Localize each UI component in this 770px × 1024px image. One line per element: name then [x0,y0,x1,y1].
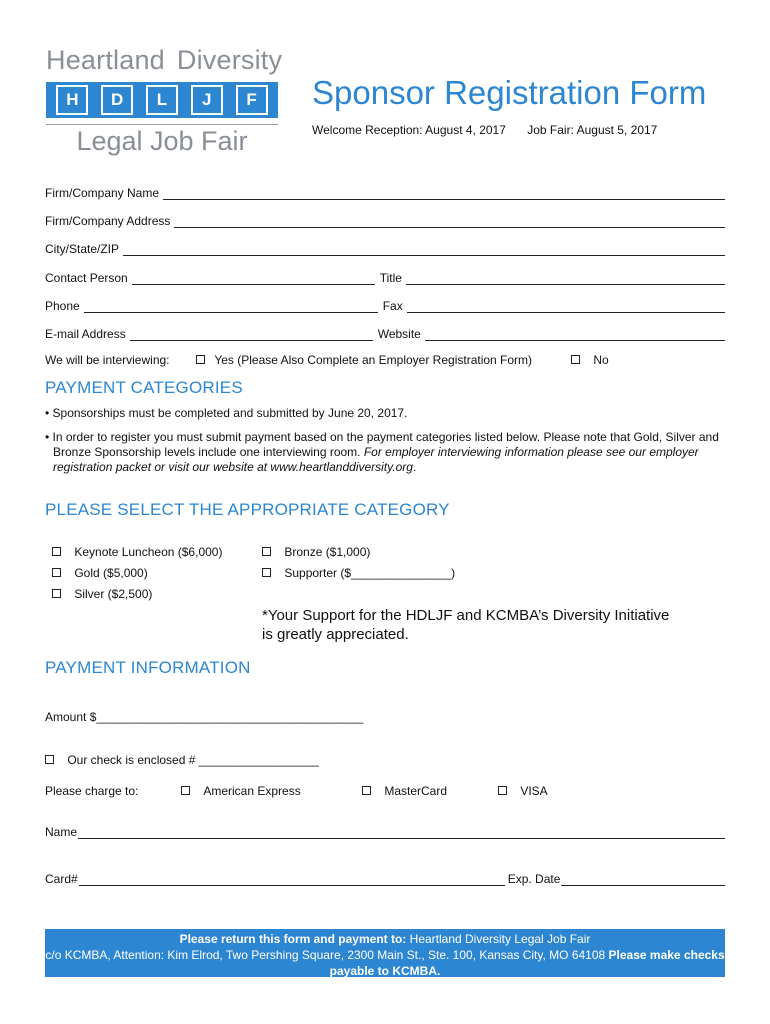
interviewing-yes-checkbox[interactable] [196,355,205,364]
logo-top-line [46,44,283,76]
exp-date-field[interactable] [561,875,725,886]
company-address-field[interactable] [174,217,725,228]
logo-bottom-line: Legal Job Fair [76,126,248,156]
interviewing-yes-option[interactable] [196,353,532,367]
select-category-heading: PLEASE SELECT THE APPROPRIATE CATEGORY [45,500,450,519]
bronze-label: Bronze ($1,000) [284,545,371,559]
silver-option[interactable] [52,587,152,601]
support-note-line2: is greatly appreciated. [262,626,409,643]
email-field[interactable] [130,330,373,341]
cardholder-name-label: Name [45,825,78,839]
registration-bullet-italic: For employer interviewing information please see our employer registration packet or visit our website at www.heartlanddiversity.org [53,445,699,474]
payment-categories-heading: PAYMENT CATEGORIES [45,378,243,397]
card-number-row [45,870,725,886]
cardholder-name-field[interactable] [78,828,725,839]
bronze-checkbox[interactable] [262,547,271,556]
visa-checkbox[interactable] [498,786,507,795]
bronze-option[interactable] [262,545,370,559]
check-label: Our check is enclosed # __________________ [67,753,319,767]
check-checkbox[interactable] [45,755,54,764]
interviewing-no-label: No [593,353,609,367]
return-instructions-banner [45,929,725,977]
gold-checkbox[interactable] [52,568,61,577]
logo-letter: D [101,85,133,115]
keynote-option[interactable] [52,545,222,559]
interviewing-yes-label: Yes (Please Also Complete an Employer Registration Form) [214,353,533,367]
logo-heartland: Heartland [46,45,165,75]
form-title: Sponsor Registration Form [312,74,707,111]
amex-label: American Express [203,784,301,798]
reception-date: Welcome Reception: August 4, 2017 [312,123,506,137]
company-name-label: Firm/Company Name [45,186,160,200]
website-label: Website [377,327,421,341]
footer-payable: Please make checks payable to KCMBA. [329,948,725,978]
amex-option[interactable] [181,784,301,798]
cardholder-name-row [45,823,725,839]
mastercard-label: MasterCard [384,784,448,798]
fax-label: Fax [382,299,403,313]
footer-org: Heartland Diversity Legal Job Fair [406,932,591,946]
logo-diversity: Diversity [176,45,283,75]
company-name-row [45,184,725,200]
amount-field[interactable]: Amount $________________________________________ [45,710,364,724]
interviewing-no-checkbox[interactable] [571,355,580,364]
exp-date-label: Exp. Date [507,872,561,886]
check-option[interactable] [45,753,319,767]
card-number-label: Card# [45,872,78,886]
contact-person-field[interactable] [132,274,375,285]
company-address-label: Firm/Company Address [45,214,171,228]
mastercard-option[interactable] [362,784,447,798]
supporter-checkbox[interactable] [262,568,271,577]
phone-fax-row [45,297,725,313]
visa-label: VISA [520,784,548,798]
interviewing-label: We will be interviewing: [45,353,170,367]
registration-bullet-text: • In order to register you must submit payment based on the payment categories listed below. Please note that Gold, Silver and Bronze Sponsorship levels include one interviewing room. [45,430,719,459]
gold-option[interactable] [52,566,148,580]
company-name-field[interactable] [163,189,725,200]
hdljf-logo [46,44,283,157]
charge-label: Please charge to: [45,784,139,798]
registration-bullet [45,430,725,475]
logo-letter-bar [46,82,278,118]
card-number-field[interactable] [79,875,505,886]
logo-letter: J [191,85,223,115]
city-state-zip-row [45,240,725,256]
city-state-zip-field[interactable] [123,245,725,256]
registration-bullet-end: . [412,460,417,474]
footer-return-label: Please return this form and payment to: [179,932,407,946]
support-note [262,606,669,644]
phone-field[interactable] [84,302,378,313]
contact-person-label: Contact Person [45,271,128,285]
payment-info-heading: PAYMENT INFORMATION [45,658,251,677]
logo-letter: H [56,85,88,115]
mastercard-checkbox[interactable] [362,786,371,795]
silver-checkbox[interactable] [52,589,61,598]
keynote-checkbox[interactable] [52,547,61,556]
contact-title-row [45,269,725,285]
footer-address: c/o KCMBA, Attention: Kim Elrod, Two Pershing Square, 2300 Main St., Ste. 100, Kansas City, MO 64108 [45,948,609,962]
amex-checkbox[interactable] [181,786,190,795]
silver-label: Silver ($2,500) [74,587,153,601]
title-field[interactable] [406,274,725,285]
footer-line2 [45,947,725,979]
supporter-option[interactable] [262,566,455,580]
logo-letter: L [146,85,178,115]
company-address-row [45,212,725,228]
keynote-label: Keynote Luncheon ($6,000) [74,545,223,559]
footer-line1 [45,931,725,947]
event-dates [312,123,657,137]
supporter-label: Supporter ($_______________) [284,566,456,580]
city-state-zip-label: City/State/ZIP [45,242,120,256]
deadline-bullet: • Sponsorships must be completed and submitted by June 20, 2017. [45,406,408,420]
fair-date: Job Fair: August 5, 2017 [527,123,658,137]
fax-field[interactable] [407,302,725,313]
visa-option[interactable] [498,784,548,798]
title-label: Title [379,271,402,285]
email-website-row [45,325,725,341]
gold-label: Gold ($5,000) [74,566,148,580]
interviewing-no-option[interactable] [571,353,609,367]
logo-letter: F [236,85,268,115]
website-field[interactable] [425,330,725,341]
phone-label: Phone [45,299,80,313]
support-note-line1: *Your Support for the HDLJF and KCMBA’s Diversity Initiative [262,607,670,624]
email-label: E-mail Address [45,327,126,341]
